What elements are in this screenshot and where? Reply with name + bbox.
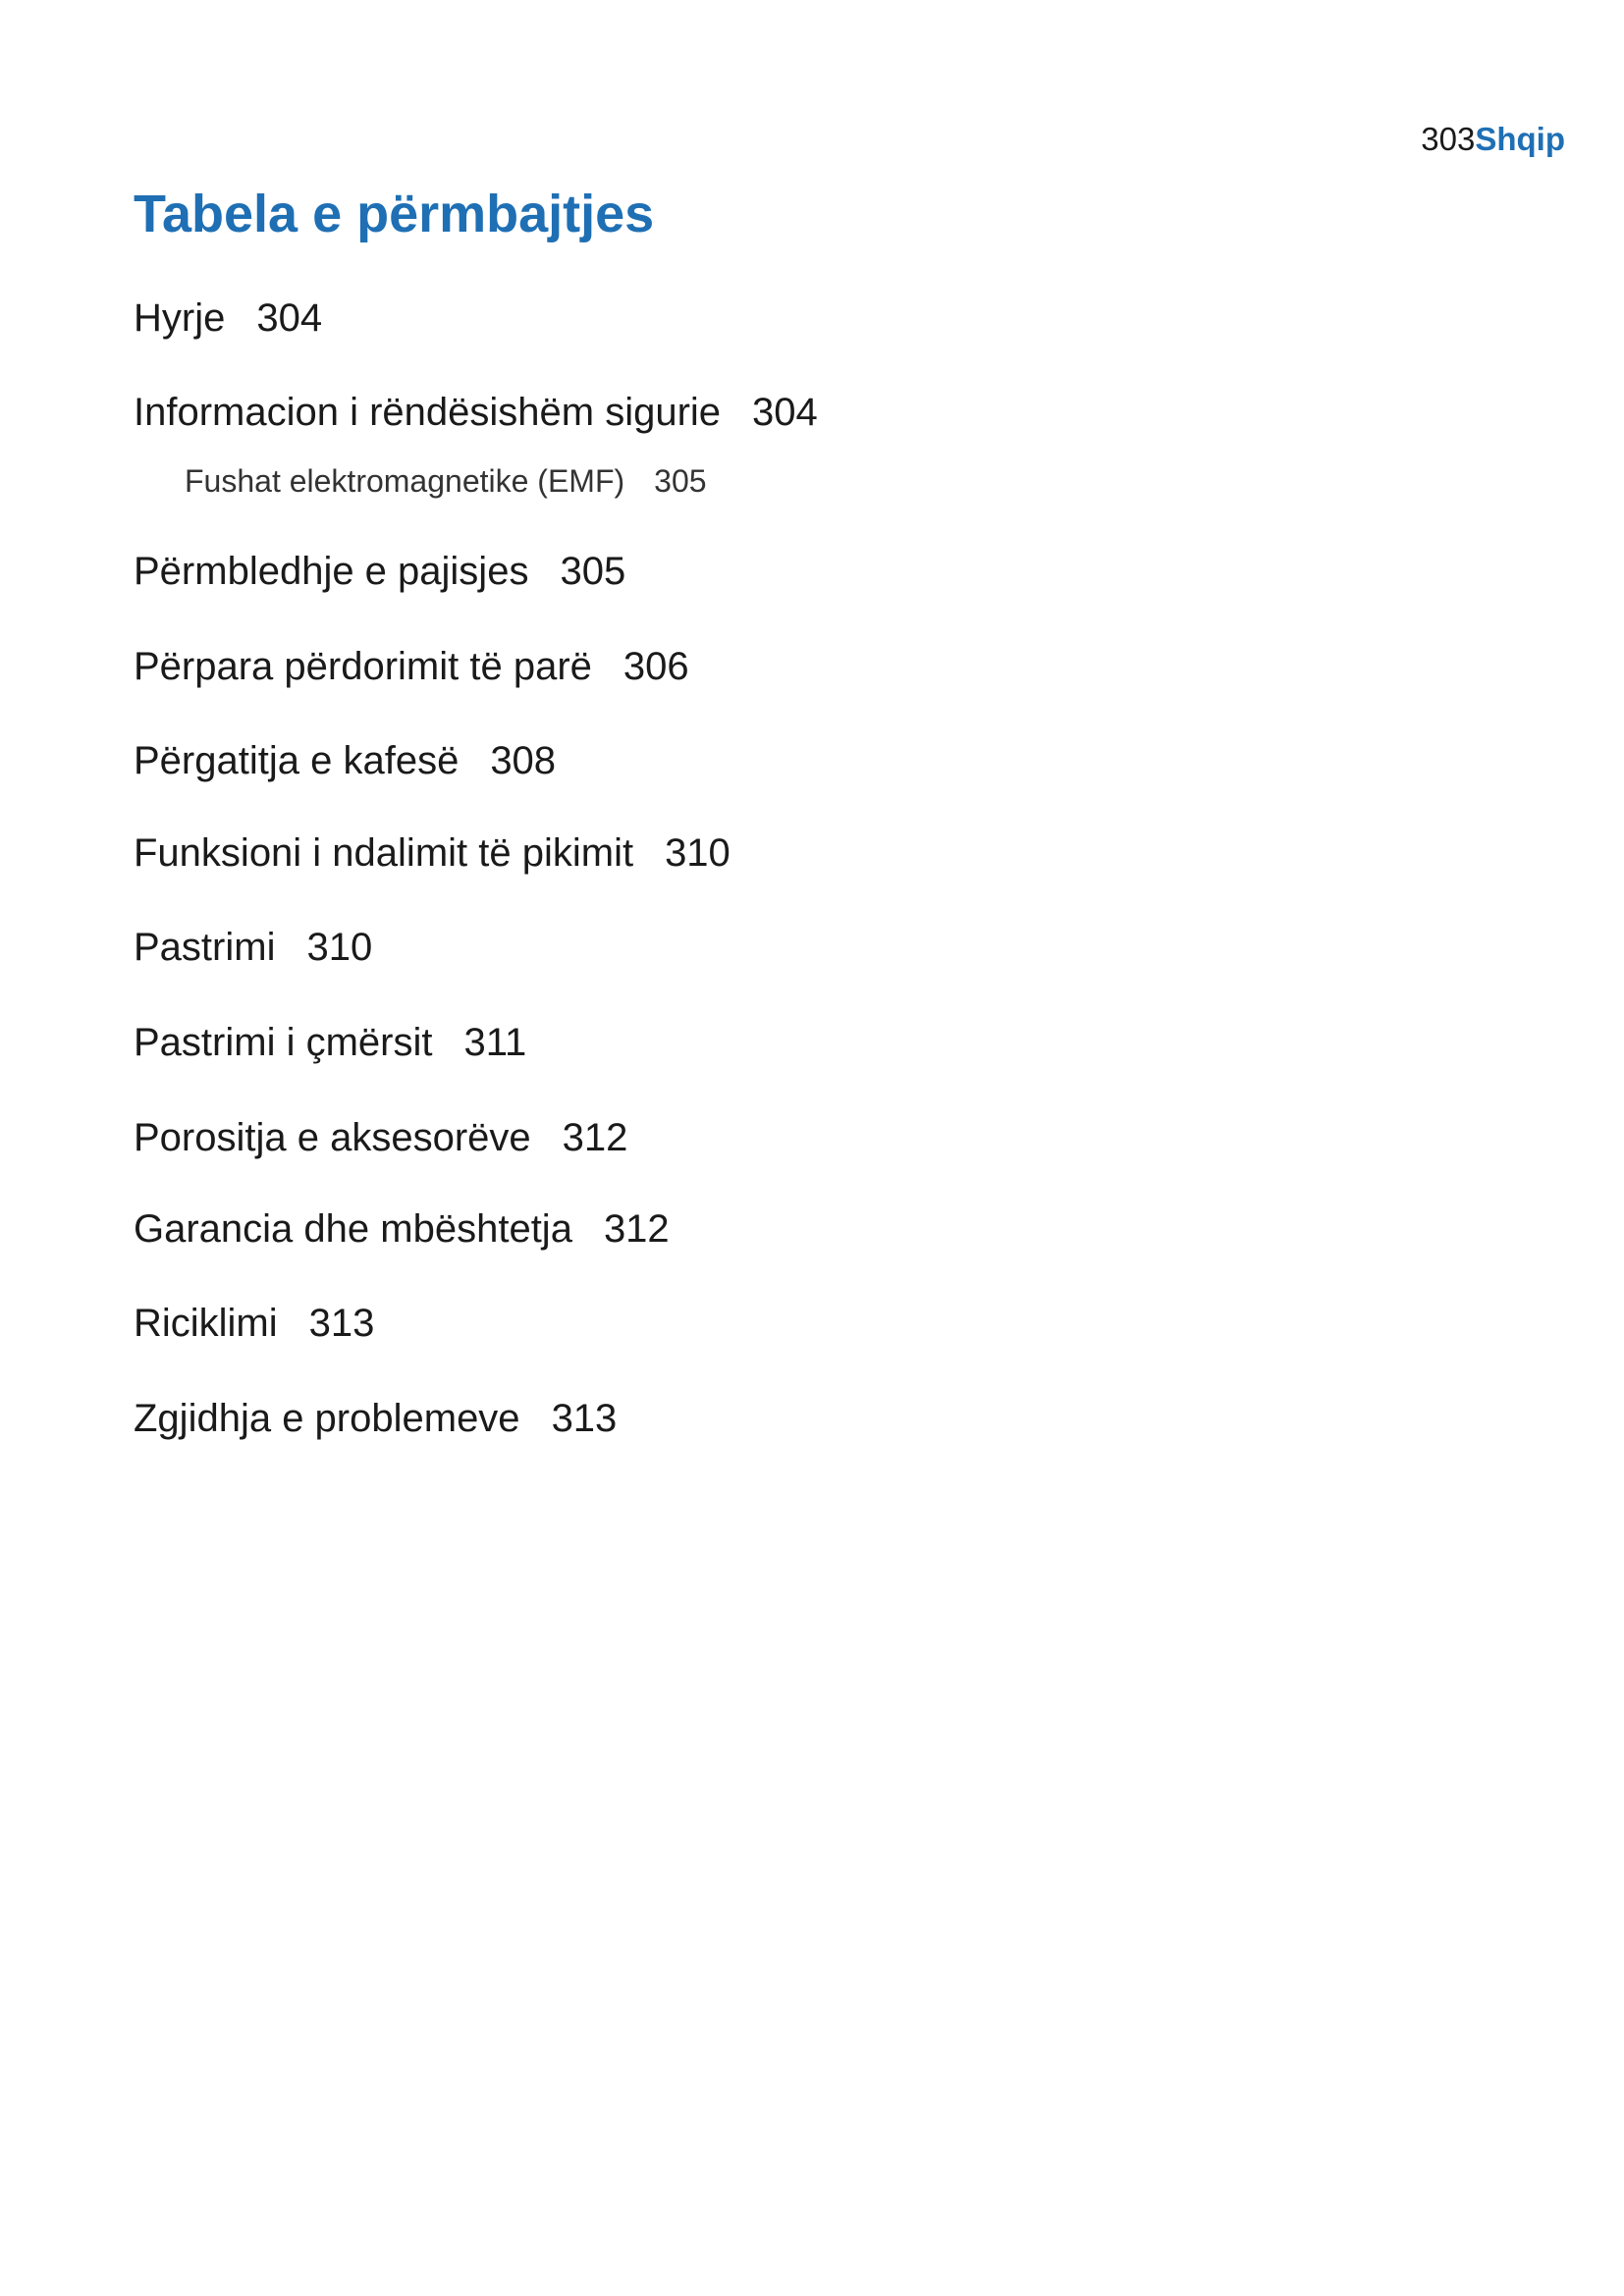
page-title: Tabela e përmbajtjes bbox=[134, 185, 655, 243]
toc-entry-before-first-use[interactable] bbox=[134, 643, 689, 690]
toc-entry-page: 305 bbox=[654, 463, 707, 499]
toc-entry-label: Riciklimi bbox=[134, 1302, 278, 1345]
toc-entry-page: 313 bbox=[551, 1397, 618, 1440]
toc-entry-page: 306 bbox=[623, 645, 689, 688]
toc-entry-page: 310 bbox=[306, 926, 373, 969]
toc-entry-label: Informacion i rëndësishëm sigurie bbox=[134, 391, 722, 434]
toc-entry-coffee-preparation[interactable] bbox=[134, 737, 556, 784]
toc-entry-page: 311 bbox=[463, 1021, 527, 1064]
toc-entry-drip-stop[interactable] bbox=[134, 829, 731, 877]
page-number: 303 bbox=[1421, 121, 1476, 157]
toc-entry-page: 313 bbox=[308, 1302, 375, 1345]
toc-entry-introduction[interactable] bbox=[134, 294, 322, 342]
toc-entry-page: 305 bbox=[560, 550, 626, 593]
toc-entry-device-overview[interactable] bbox=[134, 548, 625, 595]
toc-entry-cleaning[interactable] bbox=[134, 924, 372, 971]
toc-entry-label: Funksioni i ndalimit të pikimit bbox=[134, 831, 634, 875]
toc-entry-page: 308 bbox=[490, 739, 557, 782]
toc-entry-label: Pastrimi bbox=[134, 926, 276, 969]
toc-entry-page: 312 bbox=[562, 1116, 628, 1159]
toc-subentry-emf[interactable] bbox=[185, 461, 707, 501]
toc-entry-label: Hyrje bbox=[134, 296, 226, 340]
toc-entry-label: Fushat elektromagnetike (EMF) bbox=[185, 463, 625, 499]
toc-entry-page: 304 bbox=[256, 296, 323, 340]
toc-entry-guarantee-support[interactable] bbox=[134, 1205, 670, 1253]
toc-entry-label: Përgatitja e kafesë bbox=[134, 739, 460, 782]
toc-entry-label: Porositja e aksesorëve bbox=[134, 1116, 531, 1159]
toc-entry-label: Përpara përdorimit të parë bbox=[134, 645, 592, 688]
toc-entry-page: 304 bbox=[752, 391, 818, 434]
toc-entry-label: Garancia dhe mbështetja bbox=[134, 1207, 572, 1251]
language-label: Shqip bbox=[1475, 121, 1565, 157]
toc-entry-page: 312 bbox=[603, 1207, 670, 1251]
toc-entry-ordering-accessories[interactable] bbox=[134, 1114, 627, 1161]
toc-entry-label: Përmbledhje e pajisjes bbox=[134, 550, 529, 593]
toc-entry-label: Pastrimi i çmërsit bbox=[134, 1021, 433, 1064]
page-header bbox=[1421, 120, 1565, 159]
toc-entry-recycling[interactable] bbox=[134, 1300, 374, 1347]
toc-entry-descaling[interactable] bbox=[134, 1019, 526, 1066]
toc-entry-safety-information[interactable] bbox=[134, 389, 818, 436]
toc-entry-label: Zgjidhja e problemeve bbox=[134, 1397, 520, 1440]
toc-entry-page: 310 bbox=[665, 831, 731, 875]
toc-entry-troubleshooting[interactable] bbox=[134, 1395, 617, 1442]
